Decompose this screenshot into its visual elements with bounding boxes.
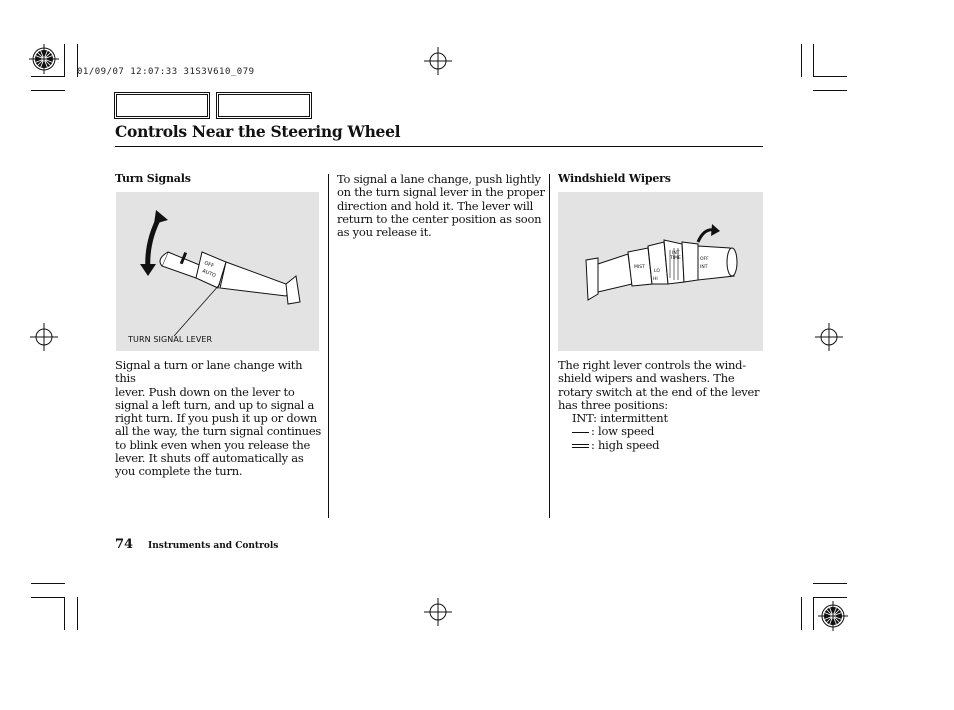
text-line: you complete the turn. <box>115 464 243 479</box>
wiper-int2-text: INT <box>700 265 708 270</box>
text-line: rotary switch at the end of the lever <box>558 384 760 399</box>
wiper-int-text: INT <box>672 251 680 256</box>
turn-signal-lever-label: TURN SIGNAL LEVER <box>128 335 213 344</box>
text-line: signal a left turn, and up to signal a <box>115 397 315 412</box>
text-line: To signal a lane change, push lightly <box>337 172 541 186</box>
lane-change-paragraph <box>337 173 547 239</box>
lever-off-text: OFF <box>203 260 215 270</box>
wiper-lo-text: LO <box>654 269 660 274</box>
lever-auto-text: AUTO <box>201 268 217 280</box>
text-line: to blink even when you release the <box>115 437 311 452</box>
print-stamp: 01/09/07 12:07:33 31S3V610_079 <box>77 67 255 77</box>
text-line: as you release it. <box>337 225 432 240</box>
text-line: return to the center position as soon <box>337 211 542 226</box>
text-line: Signal a turn or lane change with this <box>115 358 303 386</box>
turn-signal-lever-illustration <box>116 192 319 351</box>
single-line-icon <box>572 432 589 433</box>
text-line: lever. It shuts off automatically as <box>115 451 304 466</box>
text-line: lever. Push down on the lever to <box>115 384 295 399</box>
text-line: on the turn signal lever in the proper <box>337 185 545 200</box>
header-tab-box-2 <box>218 94 310 117</box>
column-divider-1 <box>328 174 329 518</box>
wiper-time-text: TIME <box>670 256 681 261</box>
wiper-off-text: OFF <box>700 257 709 262</box>
section-name: Instruments and Controls <box>148 541 279 551</box>
wiper-lever-illustration <box>558 192 763 351</box>
wiper-lever-figure <box>558 192 763 351</box>
wiper-mist-text: MIST <box>634 265 645 270</box>
double-line-icon <box>572 444 589 448</box>
position-low-text: : low speed <box>591 424 655 439</box>
text-line: shield wipers and washers. The <box>558 371 735 386</box>
page-title: Controls Near the Steering Wheel <box>115 122 401 141</box>
position-high-text: : high speed <box>591 437 660 452</box>
page-number: 74 <box>115 537 134 552</box>
position-low <box>558 425 763 438</box>
windshield-wipers-heading: Windshield Wipers <box>558 172 671 185</box>
position-int-text: INT: intermittent <box>572 411 668 426</box>
text-line: has three positions: <box>558 397 668 412</box>
position-int <box>558 412 763 425</box>
text-line: The right lever controls the wind- <box>558 358 746 372</box>
header-tab-box-1 <box>116 94 208 117</box>
wipers-paragraph <box>558 359 763 452</box>
text-line: direction and hold it. The lever will <box>337 198 534 213</box>
wiper-hi-text: HI <box>653 277 658 282</box>
column-divider-2 <box>549 174 550 518</box>
turn-signals-paragraph <box>115 359 325 479</box>
title-rule <box>115 146 763 147</box>
turn-signals-heading: Turn Signals <box>115 172 191 185</box>
text-line: right turn. If you push it up or down <box>115 411 317 426</box>
turn-signal-lever-figure <box>116 192 319 351</box>
text-line: all the way, the turn signal continues <box>115 424 322 439</box>
position-high <box>558 439 763 452</box>
